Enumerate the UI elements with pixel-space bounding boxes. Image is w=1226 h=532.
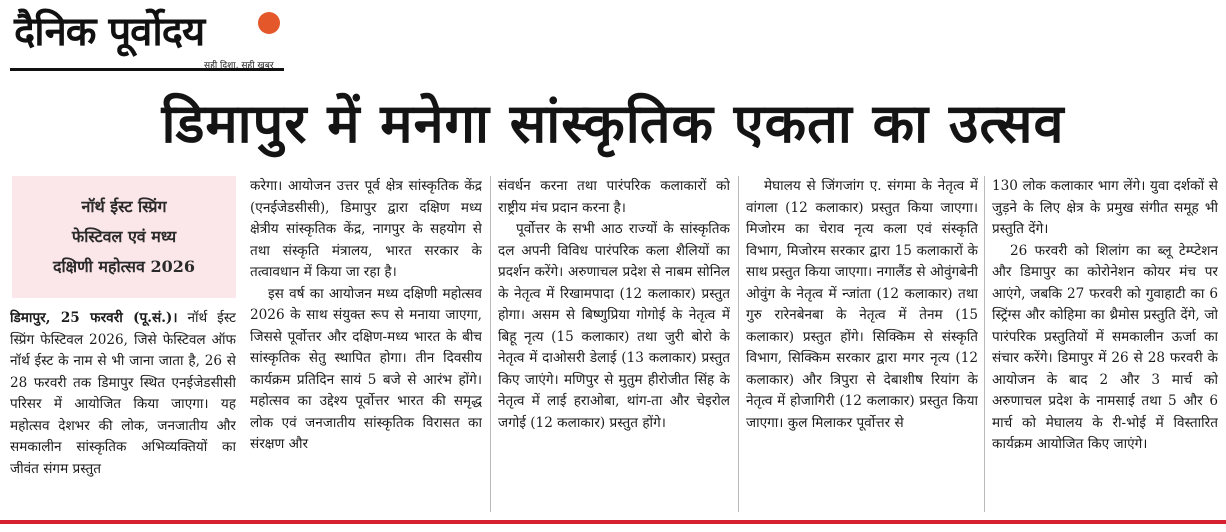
body-paragraph: पूर्वोत्तर के सभी आठ राज्यों के सांस्कृतिक दल अपनी विविध पारंपरिक कला शैलियों का प्रदर्शन करेंगे। अरुणाचल प्रदेश से नाबम सोनिल के नेतृत्व में रिखामपादा (12 कलाकार) प्रस्तुत होगा। असम से बिष्णुप्रिया गोगोई के नेतृत्व में बिहू नृत्य (15 कलाकार) तथा जुरी बोरो के नेतृत्व में दाओसरी डेलाई (13 कलाकार) प्रस्तुत किए जाएंगे। मणिपुर से मुतुम हीरोजीत सिंह के नेतृत्व में लाई हराओबा, थांग-ता और चेइरोल जगोई (12 कलाकार) प्रस्तुत होंगे। (498, 221, 730, 431)
column-divider (984, 176, 985, 512)
bottom-accent-bar (0, 520, 1226, 524)
body-paragraph: 26 फरवरी को शिलांग का ब्लू टेम्प्टेशन और डिमापुर का कोरोनेशन कोयर मंच पर आएंगे, जबकि 27 फरवरी को गुवाहाटी का 6 स्ट्रिंग्स और कोहिमा का थ्रैमोस प्रस्तुति देंगे, जो पारंपरिक प्रस्तुतियों में समकालीन ऊर्जा का संचार करेंगे। डिमापुर में 26 से 28 फरवरी के आयोजन के बाद 2 और 3 मार्च को अरुणाचल प्रदेश के नामसाई तथा 5 और 6 मार्च को मेघालय के री-भोई में विस्तारित कार्यक्रम आयोजित किए जाएंगे। (992, 242, 1218, 452)
column-divider (490, 176, 491, 512)
body-text: नॉर्थ ईस्ट स्प्रिंग फेस्टिवल 2026, जिसे फेस्टिवल ऑफ नॉर्थ ईस्ट के नाम से भी जाना जाता है, 26 से 28 फरवरी तक डिमापुर स्थित एनईजेडसीसी परिसर में आयोजित किया जाएगा। यह महोत्सव देशभर की लोक, जनजातीय और समकालीन सांस्कृतिक अभिव्यक्तियों का जीवंत संगम प्रस्तुत (10, 310, 236, 477)
masthead-tagline: सही दिशा, सही खबर (204, 61, 274, 71)
sun-logo-icon (258, 12, 280, 34)
body-paragraph: संवर्धन करना तथा पारंपरिक कलाकारों को राष्ट्रीय मंच प्रदान करना है। (498, 178, 730, 216)
article-column-3 (498, 176, 730, 520)
masthead (10, 6, 290, 74)
body-paragraph: इस वर्ष का आयोजन मध्य दक्षिणी महोत्सव 2026 के साथ संयुक्त रूप से मनाया जाएगा, जिससे पूर्वोत्तर और दक्षिण-मध्य भारत के बीच सांस्कृतिक सेतु स्थापित होगा। तीन दिवसीय कार्यक्रम प्रतिदिन सायं 5 बजे से आरंभ होंगे। महोत्सव का उद्देश्य पूर्वोत्तर भारत की समृद्ध लोक एवं जनजातीय सांस्कृतिक विरासत का संरक्षण और (250, 285, 482, 452)
article-column-5 (992, 176, 1218, 520)
article-column-2 (250, 176, 482, 520)
newspaper-logo: दैनिक पूर्वोदय (14, 8, 205, 55)
column-divider (738, 176, 739, 512)
article-headline: डिमापुर में मनेगा सांस्कृतिक एकता का उत्सव (161, 92, 1065, 155)
article-column-4 (746, 176, 978, 520)
body-paragraph: 130 लोक कलाकार भाग लेंगे। युवा दर्शकों से जुड़ने के लिए क्षेत्र के प्रमुख संगीत समूह भी प्रस्तुति देंगे। (992, 178, 1218, 237)
kicker-line: फेस्टिवल एवं मध्य (71, 227, 177, 246)
body-paragraph: करेगा। आयोजन उत्तर पूर्व क्षेत्र सांस्कृतिक केंद्र (एनईजेडसीसी), डिमापुर द्वारा दक्षिण मध्य क्षेत्रीय सांस्कृतिक केंद्र, नागपुर के सहयोग से तथा संस्कृति मंत्रालय, भारत सरकार के तत्वावधान में किया जा रहा है। (250, 178, 482, 280)
kicker-box (12, 176, 236, 298)
kicker-line: नॉर्थ ईस्ट स्प्रिंग (81, 197, 167, 216)
dateline: डिमापुर, 25 फरवरी (पू.सं.)। (10, 310, 178, 326)
article-column-1 (10, 308, 236, 520)
kicker-line: दक्षिणी महोत्सव 2026 (53, 257, 195, 276)
body-paragraph: मेघालय से जिंगजांग ए. संगमा के नेतृत्व में वांगला (12 कलाकार) प्रस्तुत किया जाएगा। मिजोरम का चेराव नृत्य कला एवं संस्कृति विभाग, मिजोरम सरकार द्वारा 15 कलाकारों के साथ प्रस्तुत किया जाएगा। नगालैंड से ओवुंगबेनी ओवुंग के नेतृत्व में न्जांता (12 कलाकार) तथा गुरु रारेनबेनबा के नेतृत्व में तेनम (15 कलाकार) प्रस्तुत होंगे। सिक्किम से संस्कृति विभाग, सिक्किम सरकार द्वारा मगर नृत्य (12 कलाकार) और त्रिपुरा से देबाशीष रियांग के नेतृत्व में होजागिरी (12 कलाकार) प्रस्तुत किया जाएगा। कुल मिलाकर पूर्वोत्तर से (746, 178, 978, 431)
